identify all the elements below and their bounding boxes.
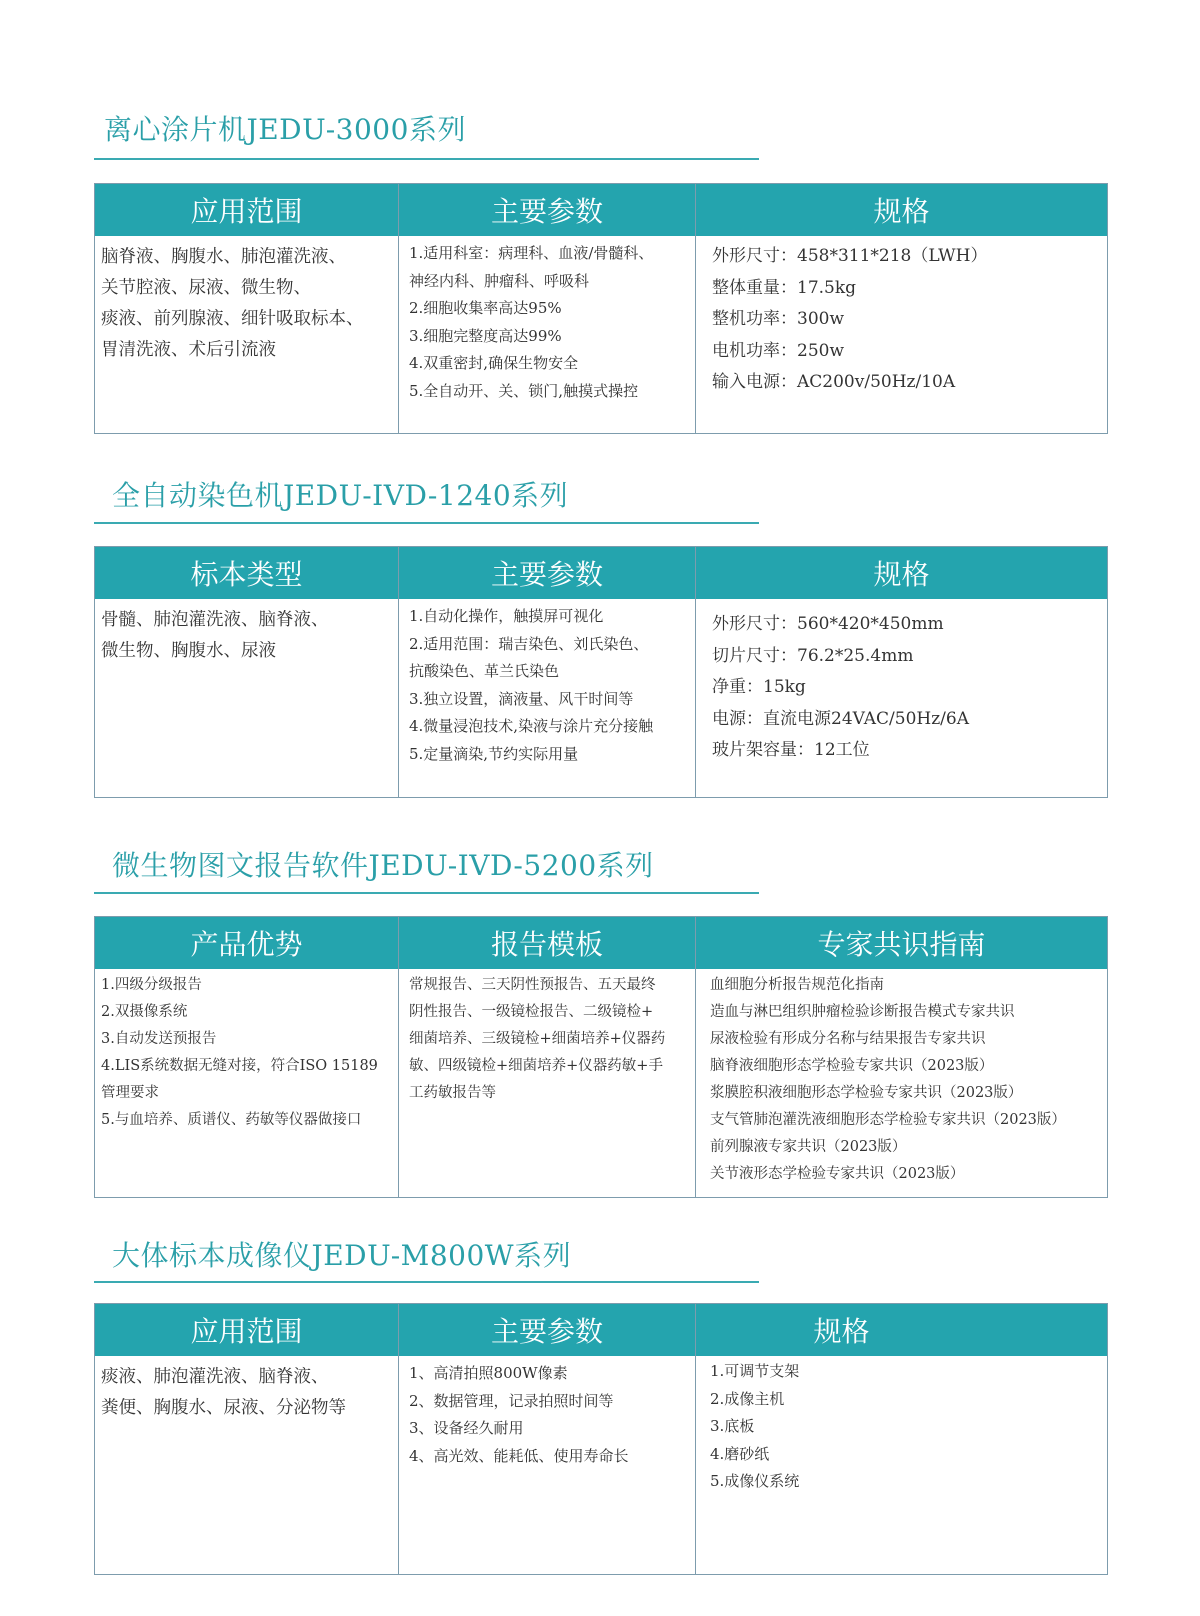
- report-template-cell: [399, 969, 696, 1197]
- title-underline: [94, 522, 759, 524]
- text-line: 5.成像仪系统: [710, 1472, 800, 1490]
- section-title: 微生物图文报告软件JEDU-IVD-5200系列: [112, 849, 654, 882]
- text-line: 细菌培养、三级镜检+细菌培养+仪器药: [409, 1031, 666, 1047]
- header-cell: 应用范围: [95, 1304, 399, 1356]
- header-cell: 规格: [813, 1315, 870, 1348]
- text-line: 3.底板: [710, 1417, 755, 1435]
- text-line: 微生物、胸腹水、尿液: [101, 641, 276, 661]
- text-line: 电源：直流电源24VAC/50Hz/6A: [712, 708, 970, 729]
- main-params-cell: [399, 1356, 696, 1574]
- text-line: 工药敏报告等: [409, 1085, 496, 1101]
- text-line: 切片尺寸：76.2*25.4mm: [712, 645, 914, 666]
- specs-cell: [696, 599, 1107, 797]
- text-line: 浆膜腔积液细胞形态学检验专家共识（2023版）: [710, 1085, 1023, 1101]
- text-line: 骨髓、肺泡灌洗液、脑脊液、: [101, 610, 329, 630]
- text-line: 3、设备经久耐用: [409, 1419, 524, 1437]
- text-line: 4.LIS系统数据无缝对接，符合ISO 15189: [101, 1058, 378, 1074]
- text-line: 3.独立设置，滴液量、风干时间等: [409, 689, 634, 708]
- header-cell: 主要参数: [399, 547, 696, 599]
- specimen-type-cell: [95, 599, 399, 797]
- text-line: 前列腺液专家共识（2023版）: [710, 1139, 907, 1155]
- section-title: 离心涂片机JEDU-3000系列: [104, 113, 466, 146]
- specs-cell: [696, 236, 1107, 433]
- text-line: 3.自动发送预报告: [101, 1031, 217, 1047]
- header-cell: 主要参数: [399, 1304, 696, 1356]
- application-range-cell: [95, 236, 399, 433]
- text-line: 4.双重密封,确保生物安全: [409, 354, 579, 372]
- text-line: 常规报告、三天阴性预报告、五天最终: [409, 977, 656, 993]
- main-params-cell: [399, 236, 696, 433]
- spec-table: [94, 546, 1108, 798]
- text-line: 1、高清拍照800W像素: [409, 1364, 568, 1382]
- text-line: 整机功率：300w: [712, 309, 844, 329]
- text-line: 1.自动化操作，触摸屏可视化: [409, 607, 604, 625]
- header-cell: 规格: [873, 195, 930, 228]
- text-line: 玻片架容量：12工位: [712, 740, 870, 760]
- title-underline: [94, 158, 759, 160]
- text-line: 4.微量浸泡技术,染液与涂片充分接触: [409, 717, 654, 735]
- text-line: 脑脊液、胸腹水、肺泡灌洗液、: [101, 247, 346, 267]
- text-line: 关节液形态学检验专家共识（2023版）: [710, 1166, 965, 1182]
- table-header: [95, 547, 1107, 599]
- specs-cell: [696, 1356, 1107, 1574]
- text-line: 敏、四级镜检+细菌培养+仪器药敏+手: [409, 1058, 663, 1074]
- text-line: 痰液、前列腺液、细针吸取标本、: [101, 309, 364, 329]
- text-line: 外形尺寸：560*420*450mm: [712, 614, 944, 634]
- header-cell: 应用范围: [95, 184, 399, 236]
- table-header: [95, 184, 1107, 236]
- spec-table: [94, 1303, 1108, 1575]
- text-line: 整体重量：17.5kg: [712, 277, 857, 298]
- text-line: 2.成像主机: [710, 1389, 785, 1408]
- text-line: 阴性报告、一级镜检报告、二级镜检+: [409, 1004, 654, 1020]
- text-line: 输入电源：AC200v/50Hz/10A: [712, 372, 956, 392]
- text-line: 脑脊液细胞形态学检验专家共识（2023版）: [710, 1058, 994, 1074]
- text-line: 粪便、胸腹水、尿液、分泌物等: [101, 1398, 346, 1418]
- table-header: [95, 917, 1107, 969]
- spec-table: [94, 183, 1108, 434]
- expert-guide-cell: [696, 969, 1107, 1197]
- table-body: [95, 236, 1107, 433]
- spec-table: [94, 916, 1108, 1198]
- text-line: 支气管肺泡灌洗液细胞形态学检验专家共识（2023版）: [710, 1112, 1066, 1128]
- text-line: 神经内科、肿瘤科、呼吸科: [409, 271, 590, 290]
- text-line: 2、数据管理，记录拍照时间等: [409, 1391, 614, 1410]
- text-line: 胃清洗液、术后引流液: [101, 340, 276, 360]
- text-line: 4.磨砂纸: [710, 1444, 770, 1463]
- text-line: 痰液、肺泡灌洗液、脑脊液、: [101, 1367, 329, 1387]
- text-line: 外形尺寸：458*311*218（LWH）: [712, 246, 988, 266]
- text-line: 1.四级分级报告: [101, 977, 202, 993]
- application-range-cell: [95, 1356, 399, 1574]
- text-line: 2.双摄像系统: [101, 1004, 188, 1020]
- header-cell: 规格: [873, 558, 930, 591]
- text-line: 关节腔液、尿液、微生物、: [101, 278, 311, 298]
- text-line: 1.适用科室：病理科、血液/骨髓科、: [409, 244, 654, 262]
- header-cell: 专家共识指南: [817, 928, 986, 961]
- header-cell: 产品优势: [95, 917, 399, 969]
- text-line: 抗酸染色、革兰氏染色: [409, 662, 560, 680]
- text-line: 2.细胞收集率高达95%: [409, 299, 562, 317]
- table-body: [95, 969, 1107, 1197]
- header-cell: 标本类型: [95, 547, 399, 599]
- title-underline: [94, 892, 759, 894]
- text-line: 电机功率：250w: [712, 340, 844, 361]
- title-underline: [94, 1281, 759, 1283]
- table-header: [95, 1304, 1107, 1356]
- main-params-cell: [399, 599, 696, 797]
- header-cell: 主要参数: [399, 184, 696, 236]
- text-line: 5.与血培养、质谱仪、药敏等仪器做接口: [101, 1112, 362, 1128]
- table-body: [95, 599, 1107, 797]
- text-line: 5.全自动开、关、锁门,触摸式操控: [409, 381, 639, 400]
- text-line: 尿液检验有形成分名称与结果报告专家共识: [710, 1031, 986, 1047]
- table-body: [95, 1356, 1107, 1574]
- text-line: 3.细胞完整度高达99%: [409, 326, 562, 345]
- text-line: 造血与淋巴组织肿瘤检验诊断报告模式专家共识: [710, 1004, 1015, 1020]
- header-cell: 报告模板: [399, 917, 696, 969]
- product-advantages-cell: [95, 969, 399, 1197]
- section-title: 全自动染色机JEDU-IVD-1240系列: [112, 479, 569, 512]
- text-line: 4、高光效、能耗低、使用寿命长: [409, 1446, 629, 1465]
- text-line: 2.适用范围：瑞吉染色、刘氏染色、: [409, 634, 649, 653]
- text-line: 1.可调节支架: [710, 1362, 800, 1380]
- text-line: 净重：15kg: [712, 677, 806, 697]
- text-line: 血细胞分析报告规范化指南: [710, 977, 884, 993]
- text-line: 管理要求: [101, 1085, 159, 1101]
- section-title: 大体标本成像仪JEDU-M800W系列: [112, 1239, 572, 1272]
- text-line: 5.定量滴染,节约实际用量: [409, 744, 579, 763]
